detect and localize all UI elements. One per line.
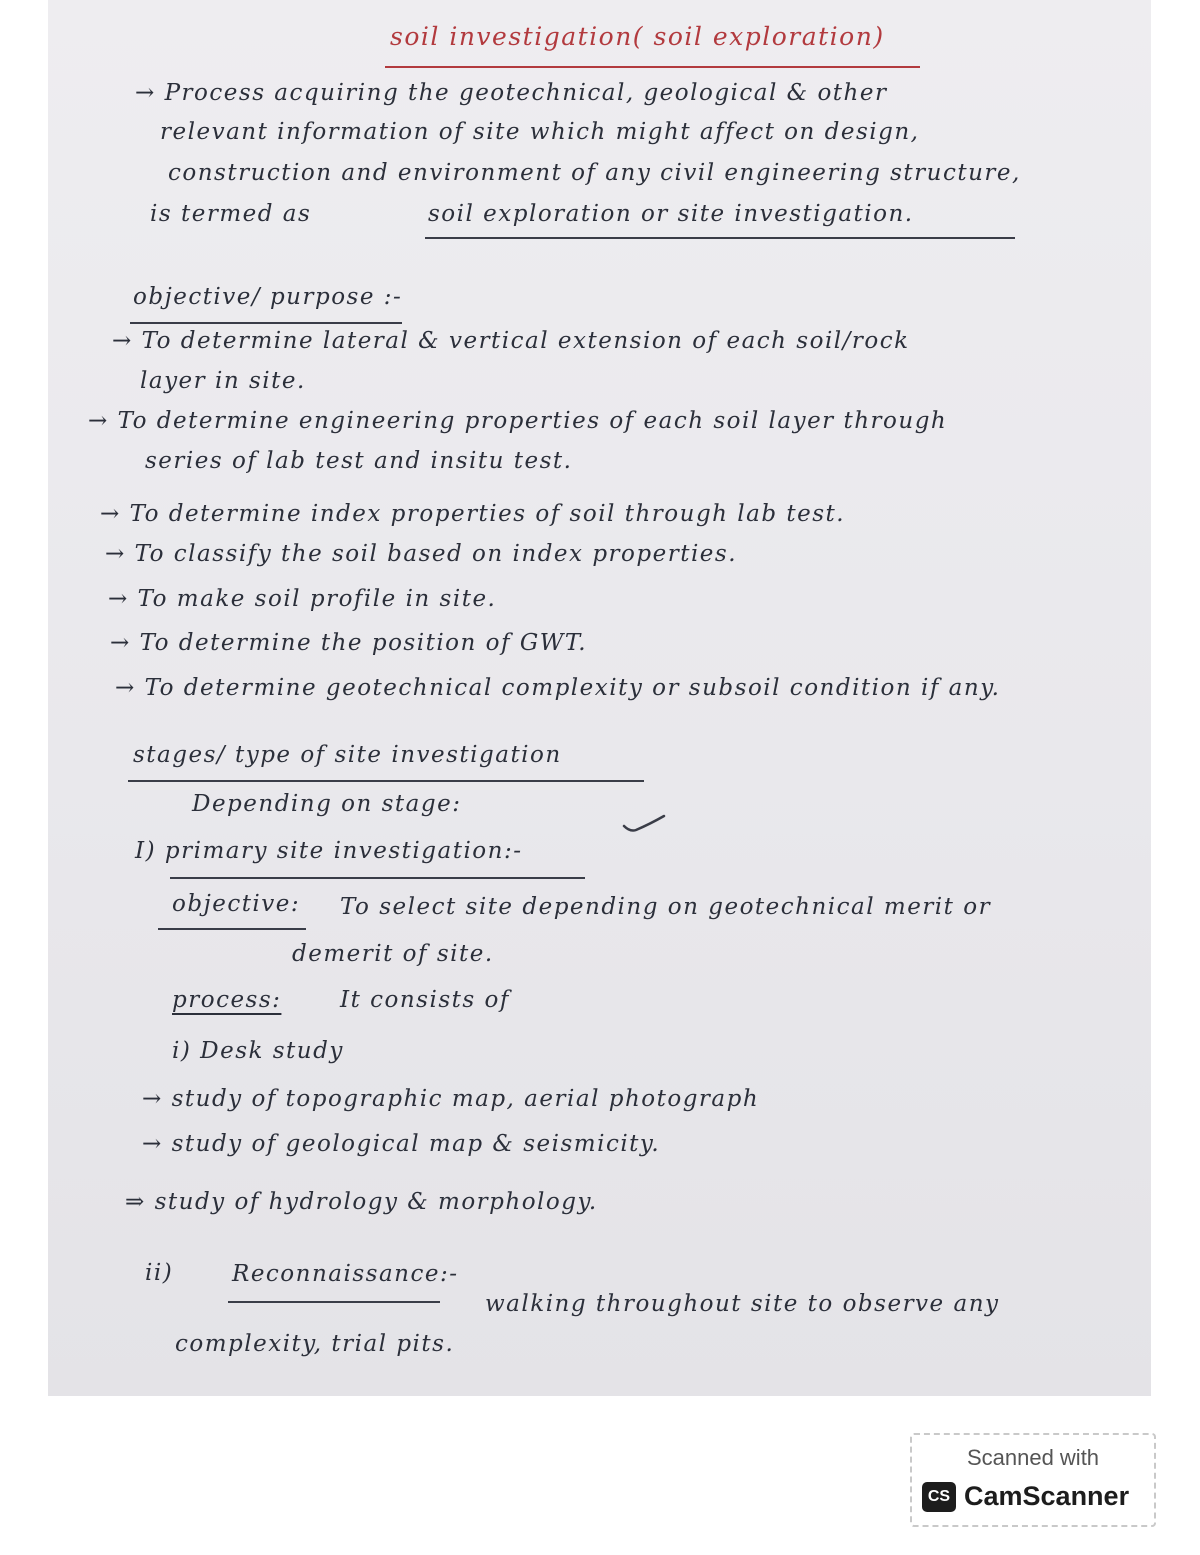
primary-objective-text-cont: demerit of site.	[292, 941, 494, 967]
objective-heading: objective/ purpose :-	[133, 284, 403, 310]
camscanner-logo-icon: CS	[922, 1482, 956, 1512]
definition-line-2: relevant information of site which might affect on design,	[160, 119, 920, 145]
desk-study-heading: i) Desk study	[172, 1038, 344, 1064]
reconnaissance-heading: Reconnaissance:-	[232, 1261, 459, 1287]
title-underline	[385, 66, 920, 68]
process-label: process:	[172, 987, 282, 1013]
desk-study-item-3: ⇒ study of hydrology & morphology.	[125, 1189, 598, 1215]
watermark-brand-row	[922, 1481, 1129, 1512]
objective-item-4: → To classify the soil based on index properties.	[105, 541, 738, 567]
definition-line-1: → Process acquiring the geotechnical, geological & other	[135, 80, 888, 106]
desk-study-item-1: → study of topographic map, aerial photograph	[142, 1086, 760, 1112]
reconnaissance-text: walking throughout site to observe any	[485, 1291, 1000, 1317]
reconnaissance-underline	[228, 1301, 440, 1303]
process-text: It consists of	[340, 987, 510, 1013]
definition-line-4-prefix: is termed as	[150, 201, 312, 227]
reconnaissance-text-cont: complexity, trial pits.	[175, 1331, 455, 1357]
objective-item-1: → To determine lateral & vertical extension of each soil/rock	[112, 328, 910, 354]
primary-objective-label: objective:	[172, 891, 301, 917]
definition-line-3: construction and environment of any civil engineering structure,	[168, 160, 1021, 186]
objective-item-5: → To make soil profile in site.	[108, 586, 497, 612]
primary-heading: I) primary site investigation:-	[135, 838, 523, 864]
desk-study-item-2: → study of geological map & seismicity.	[142, 1131, 661, 1157]
watermark-brand: CamScanner	[964, 1481, 1130, 1511]
objective-heading-underline	[130, 322, 402, 324]
objective-item-2-cont: series of lab test and insitu test.	[145, 448, 573, 474]
objective-item-1-cont: layer in site.	[140, 368, 306, 394]
objective-item-3: → To determine index properties of soil through lab test.	[100, 501, 846, 527]
definition-key-term: soil exploration or site investigation.	[428, 201, 914, 227]
watermark-caption: Scanned with	[966, 1445, 1100, 1470]
objective-item-2: → To determine engineering properties of each soil layer through	[88, 408, 948, 434]
stages-heading: stages/ type of site investigation	[133, 742, 562, 768]
reconnaissance-number: ii)	[145, 1260, 174, 1286]
check-mark-icon	[622, 812, 666, 836]
objective-item-7: → To determine geotechnical complexity or subsoil condition if any.	[115, 675, 1001, 701]
objective-label-underline	[158, 928, 306, 930]
primary-heading-underline	[170, 877, 585, 879]
objective-item-6: → To determine the position of GWT.	[110, 630, 588, 656]
depending-text: Depending on stage:	[192, 791, 462, 817]
primary-objective-text: To select site depending on geotechnical merit or	[340, 894, 992, 920]
page-title: soil investigation( soil exploration)	[390, 22, 885, 51]
key-term-underline	[425, 237, 1015, 239]
stages-heading-underline	[128, 780, 644, 782]
camscanner-watermark	[910, 1433, 1156, 1527]
